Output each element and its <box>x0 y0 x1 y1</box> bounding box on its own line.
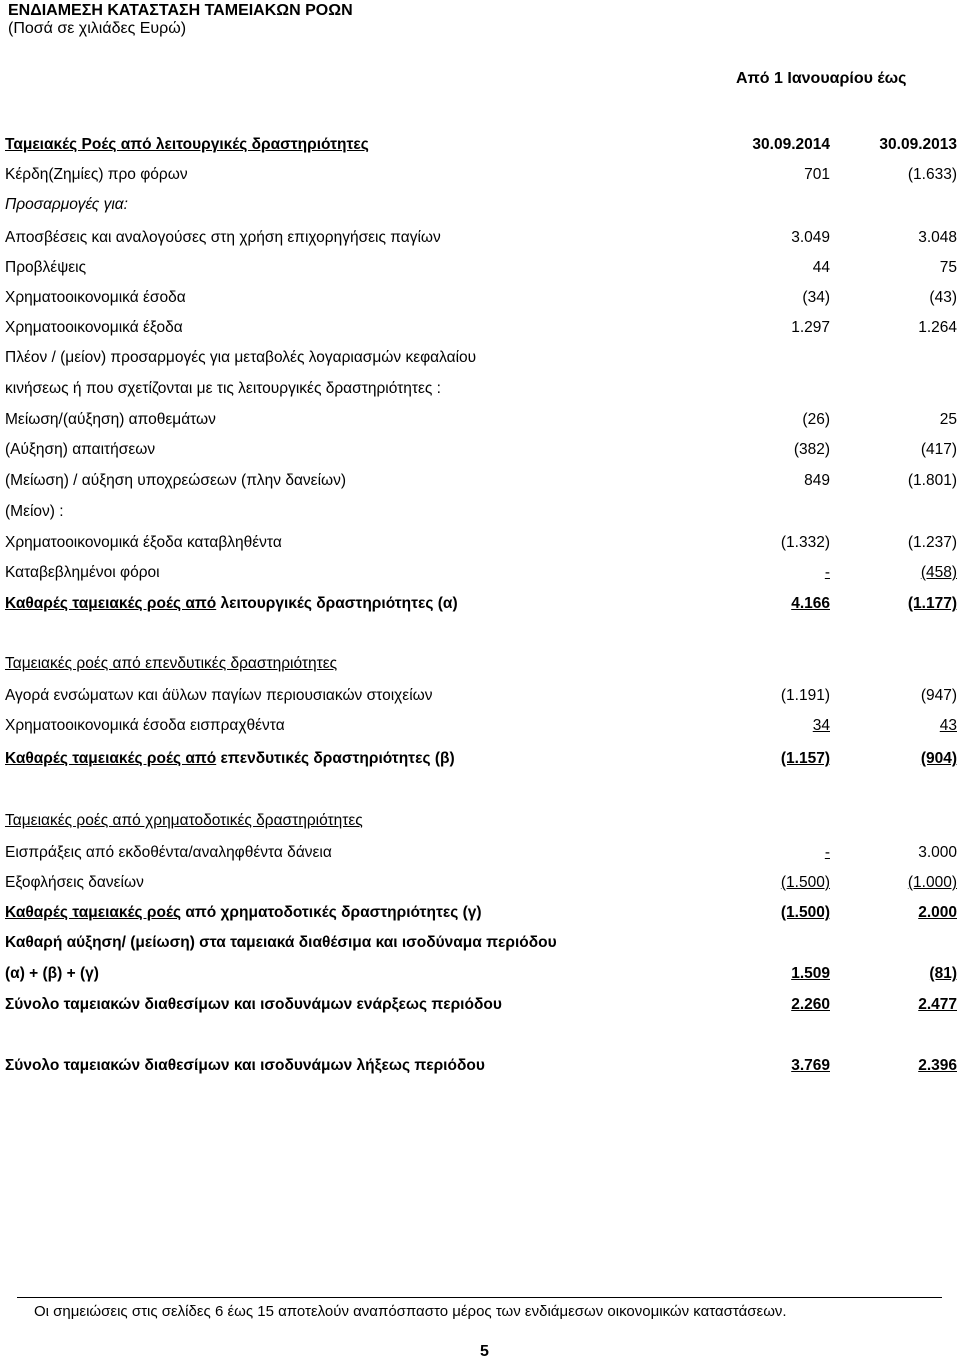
value-2013: (417) <box>920 441 957 458</box>
row-label-part-a: Καθαρές ταμειακές ροές <box>5 904 182 921</box>
table-row <box>0 564 960 588</box>
table-row <box>0 289 960 313</box>
table-row <box>0 717 960 741</box>
row-label: Εισπράξεις από εκδοθέντα/αναληφθέντα δάνεια <box>5 844 332 861</box>
value-2014: (34) <box>802 289 830 306</box>
row-label: Εξοφλήσεις δανείων <box>5 874 144 891</box>
table-row <box>0 259 960 283</box>
table-row-financing-total <box>0 904 960 928</box>
value-2014: (26) <box>802 411 830 428</box>
value-2013: 1.264 <box>918 319 957 336</box>
row-label: Καθαρή αύξηση/ (μείωση) στα ταμειακά διαθέσιμα και ισοδύναμα περιόδου <box>5 934 557 951</box>
value-2014: 849 <box>804 472 830 489</box>
value-2013: 43 <box>939 717 957 734</box>
value-2014: (1.157) <box>780 750 830 767</box>
row-label: Αγορά ενσώματων και άϋλων παγίων περιουσιακών στοιχείων <box>5 687 433 704</box>
row-label: (α) + (β) + (γ) <box>5 965 99 982</box>
row-label: Χρηματοοικονομικά έσοδα εισπραχθέντα <box>5 717 285 734</box>
footnote: Οι σημειώσεις στις σελίδες 6 έως 15 αποτελούν αναπόσπαστο μέρος των ενδιάμεσων οικονομικών καταστάσεων. <box>34 1303 787 1320</box>
row-label: Πλέον / (μείον) προσαρμογές για μεταβολές λογαριασμών κεφαλαίου <box>5 349 477 366</box>
table-row-investing-header <box>0 655 960 679</box>
table-row-opening-balance <box>0 996 960 1020</box>
value-2013: (458) <box>920 564 957 581</box>
row-label <box>5 750 455 768</box>
column-header-2014: 30.09.2014 <box>752 136 830 153</box>
value-2014: 4.166 <box>791 595 830 612</box>
value-2013: (1.237) <box>907 534 957 551</box>
column-header-2013: 30.09.2013 <box>879 136 957 153</box>
page-number: 5 <box>480 1343 489 1360</box>
value-2013: 3.048 <box>918 229 957 246</box>
row-label: (Αύξηση) απαιτήσεων <box>5 441 156 458</box>
page-title: ΕΝΔΙΑΜΕΣΗ ΚΑΤΑΣΤΑΣΗ ΤΑΜΕΙΑΚΩΝ ΡΟΩΝ <box>8 2 353 19</box>
value-2014: 3.769 <box>791 1057 830 1074</box>
table-row <box>0 319 960 343</box>
table-row <box>0 534 960 558</box>
table-row-net-change <box>0 965 960 989</box>
value-2014: 44 <box>812 259 830 276</box>
row-label: κινήσεως ή που σχετίζονται με τις λειτουργικές δραστηριότητες : <box>5 380 441 397</box>
value-2014: 34 <box>812 717 830 734</box>
value-2014: (1.500) <box>780 904 830 921</box>
value-2013: (904) <box>920 750 957 767</box>
value-2013: (1.177) <box>907 595 957 612</box>
period-heading: Από 1 Ιανουαρίου έως <box>736 70 907 87</box>
table-row <box>0 380 960 404</box>
row-label-part-b: λειτουργικές δραστηριότητες (α) <box>216 595 458 612</box>
table-row <box>0 934 960 958</box>
table-row <box>0 874 960 898</box>
value-2013: 2.000 <box>918 904 957 921</box>
table-row <box>0 503 960 527</box>
table-row-operating-total <box>0 595 960 619</box>
value-2013: 75 <box>939 259 957 276</box>
value-2013: (1.633) <box>907 166 957 183</box>
row-label: Καταβεβλημένοι φόροι <box>5 564 160 581</box>
table-row-investing-total <box>0 750 960 774</box>
table-row <box>0 411 960 435</box>
value-2013: (947) <box>920 687 957 704</box>
value-2014: (1.500) <box>780 874 830 891</box>
table-row <box>0 196 960 220</box>
row-label: Προβλέψεις <box>5 259 87 276</box>
table-row-operating-header <box>0 136 960 160</box>
value-2014: (1.191) <box>780 687 830 704</box>
value-2014: 1.509 <box>791 965 830 982</box>
row-label: Προσαρμογές για: <box>5 196 128 213</box>
row-label: (Μείωση) / αύξηση υποχρεώσεων (πλην δανείων) <box>5 472 347 489</box>
row-label: Αποσβέσεις και αναλογούσες στη χρήση επιχορηγήσεις παγίων <box>5 229 441 246</box>
row-label: Σύνολο ταμειακών διαθεσίμων και ισοδυνάμων ενάρξεως περιόδου <box>5 996 502 1013</box>
row-label: Σύνολο ταμειακών διαθεσίμων και ισοδυνάμων λήξεως περιόδου <box>5 1057 485 1074</box>
value-2014: 2.260 <box>791 996 830 1013</box>
row-label: Χρηματοοικονομικά έσοδα <box>5 289 186 306</box>
table-row <box>0 229 960 253</box>
value-2013: (81) <box>929 965 957 982</box>
row-label: Ταμειακές Ροές από λειτουργικές δραστηριότητες <box>5 136 369 153</box>
row-label: Κέρδη(Ζημίες) προ φόρων <box>5 166 188 183</box>
value-2014: - <box>824 564 830 581</box>
table-row <box>0 349 960 373</box>
value-2013: 2.396 <box>918 1057 957 1074</box>
row-label-part-a: Καθαρές ταμειακές ροές από <box>5 750 217 767</box>
value-2013: (1.000) <box>907 874 957 891</box>
row-label: Χρηματοοικονομικά έξοδα καταβληθέντα <box>5 534 282 551</box>
value-2014: 3.049 <box>791 229 830 246</box>
value-2013: 3.000 <box>918 844 957 861</box>
row-label <box>5 904 482 922</box>
table-row <box>0 441 960 465</box>
table-row-financing-header <box>0 812 960 836</box>
value-2013: (1.801) <box>907 472 957 489</box>
row-label: Ταμειακές ροές από επενδυτικές δραστηριότητες <box>5 655 338 672</box>
row-label: Χρηματοοικονομικά έξοδα <box>5 319 183 336</box>
value-2013: 2.477 <box>918 996 957 1013</box>
row-label-part-a: Καθαρές ταμειακές ροές από <box>5 595 217 612</box>
value-2014: - <box>824 844 830 861</box>
value-2013: (43) <box>929 289 957 306</box>
table-row <box>0 844 960 868</box>
row-label-part-b: από χρηματοδοτικές δραστηριότητες (γ) <box>181 904 482 921</box>
row-label-part-b: επενδυτικές δραστηριότητες (β) <box>216 750 455 767</box>
row-label: Ταμειακές ροές από χρηματοδοτικές δραστηριότητες <box>5 812 363 829</box>
row-label: (Μείον) : <box>5 503 64 520</box>
value-2014: (382) <box>793 441 830 458</box>
table-row <box>0 166 960 190</box>
value-2014: (1.332) <box>780 534 830 551</box>
table-row <box>0 472 960 496</box>
value-2014: 1.297 <box>791 319 830 336</box>
value-2014: 701 <box>804 166 830 183</box>
row-label: Μείωση/(αύξηση) αποθεμάτων <box>5 411 216 428</box>
table-row-closing-balance <box>0 1057 960 1081</box>
footnote-divider <box>17 1297 942 1298</box>
table-row <box>0 687 960 711</box>
row-label <box>5 595 458 613</box>
value-2013: 25 <box>939 411 957 428</box>
page-subtitle: (Ποσά σε χιλιάδες Ευρώ) <box>8 20 187 37</box>
